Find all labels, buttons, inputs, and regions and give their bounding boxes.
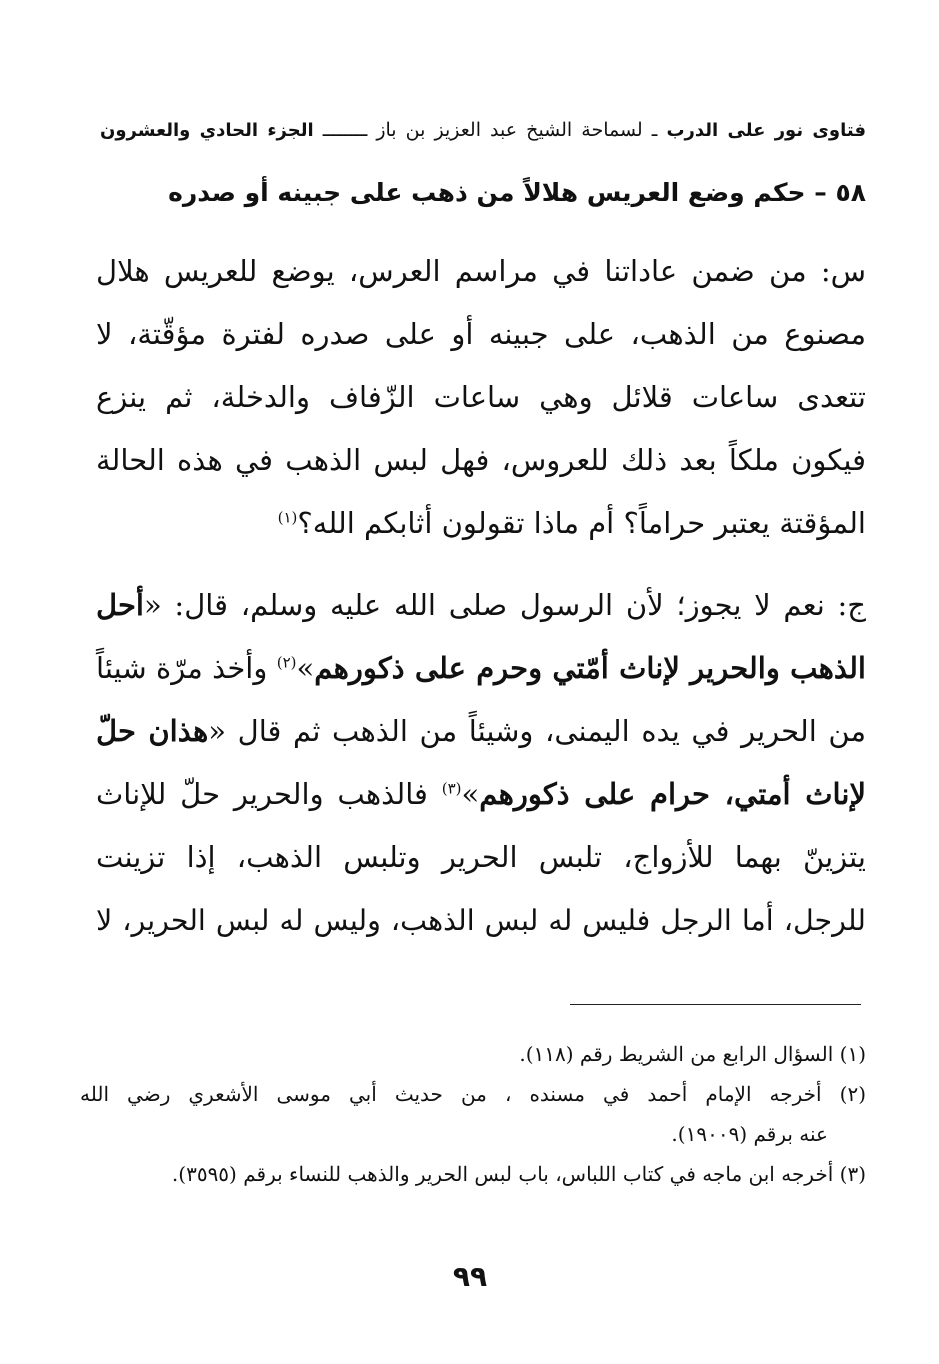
question-line-last [96,492,866,555]
running-header [100,112,866,148]
answer-line [96,574,866,637]
question-paragraph [96,240,866,555]
question-line: مصنوع من الذهب، على جبينه أو على صدره لفترة مؤقّتة، لا [96,317,866,351]
hadith-text: هذان حلّ [96,714,209,748]
answer-line: للرجل، أما الرجل فليس له لبس الذهب، وليس له لبس الحرير، لا [96,904,866,937]
volume-label: الجزء الحادي والعشرون [100,120,314,141]
chapter-number: ٥٨ – [814,178,866,207]
answer-text: من الحرير في يده اليمنى، وشيئاً من الذهب ثم قال « [208,714,866,748]
answer-line [96,700,866,763]
footnote-ref-3: (٣) [441,779,462,798]
book-title: فتاوى نور على الدرب [666,120,866,141]
page-number: ٩٩ [452,1260,488,1293]
footnote-separator [570,1004,861,1005]
answer-line: يتزينّ بهما للأزواج، تلبس الحرير وتلبس الذهب، إذا تزينت [96,840,866,874]
quote-close: » [296,651,315,685]
answer-paragraph [96,574,866,952]
hadith-text: الذهب والحرير لإناث أمّتي وحرم على ذكورهم [314,651,866,685]
quote-close: » [461,777,480,811]
answer-text: وأخذ مرّة شيئاً [96,651,277,685]
answer-text: فالذهب والحرير حلّ للإناث [96,777,442,811]
hadith-text: أحل [96,588,144,622]
footnotes [80,1034,866,1194]
footnote-ref-1: (١) [277,508,298,527]
question-last-text: المؤقتة يعتبر حراماً؟ أم ماذا تقولون أثابكم الله؟ [297,506,866,540]
footnote-2: (٢) أخرجه الإمام أحمد في مسنده ، من حديث أبي موسى الأشعري رضي الله [80,1082,866,1106]
footnote-3: (٣) أخرجه ابن ماجه في كتاب اللباس، باب لبس الحرير والذهب للنساء برقم (٣٥٩٥). [171,1162,866,1186]
answer-line [96,763,866,826]
footnote-2-continued: عنه برقم (١٩٠٠٩). [671,1122,828,1146]
header-rule: ــــــــ [322,119,368,141]
question-line: س: من ضمن عاداتنا في مراسم العرس، يوضع للعريس هلال [96,254,866,288]
header-dash: ـ [651,119,658,141]
chapter-title: حكم وضع العريس هلالاً من ذهب على جبينه أو صدره [168,178,806,207]
chapter-heading [150,168,866,218]
answer-line [96,637,866,700]
footnote-1: (١) السؤال الرابع من الشريط رقم (١١٨). [519,1042,866,1066]
hadith-text: لإناث أمتي، حرام على ذكورهم [479,777,866,811]
answer-text: ج: نعم لا يجوز؛ لأن الرسول صلى الله عليه وسلم، قال: « [143,588,866,622]
author-name: لسماحة الشيخ عبد العزيز بن باز [376,119,643,141]
question-line: تتعدى ساعات قلائل وهي ساعات الزّفاف والدخلة، ثم ينزع [96,380,866,414]
footnote-ref-2: (٢) [276,653,297,672]
question-line: فيكون ملكاً بعد ذلك للعروس، فهل لبس الذهب في هذه الحالة [96,443,867,477]
